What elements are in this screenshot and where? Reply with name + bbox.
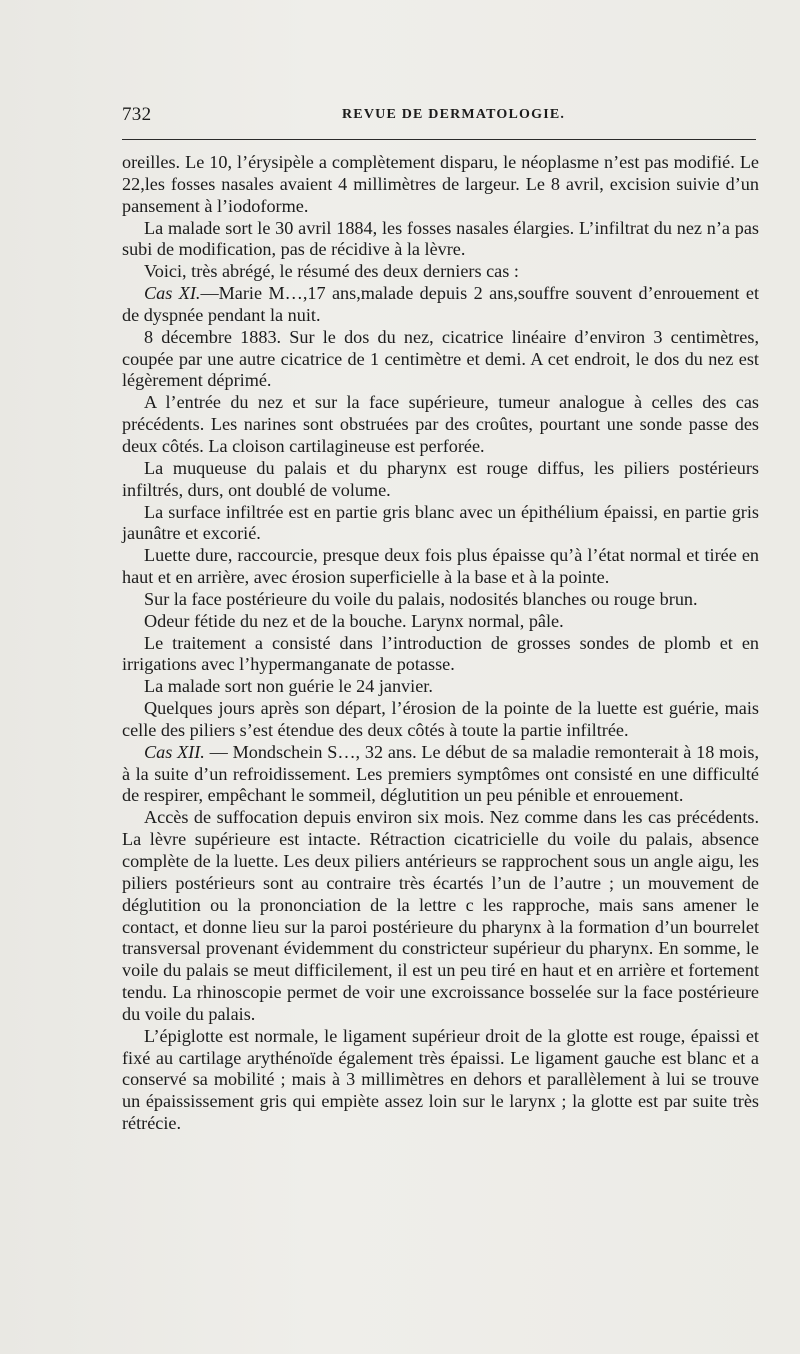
paragraph: Accès de suffocation depuis environ six mois. Nez comme dans les cas précédents. La lèvre supérieure est intacte. Rétraction cicatricielle du voile du palais, absence complète de la luette. Les deux piliers antérieurs se rapprochent sous un angle aigu, les piliers postérieurs sont au contraire très écartés l’un de l’autre ; un mouvement de déglutition ou la prononciation de la lettre c les rapproche, mais sans amener le contact, et donne lieu sur la paroi postérieure du pharynx à la formation d’un bourrelet transversal provenant évidemment du constricteur supérieur du pharynx. En somme, le voile du palais se meut difficilement, il est un peu tiré en haut et en arrière et fortement tendu. La rhinoscopie permet de voir une excroissance bosselée sur la face postérieure du voile du palais. xyxy=(122,807,759,1024)
paragraph-case-xi xyxy=(122,283,759,327)
paragraph: oreilles. Le 10, l’érysipèle a complètement disparu, le néoplasme n’est pas modifié. Le 22,les fosses nasales avaient 4 millimètres de largeur. Le 8 avril, excision suivie d’un pansement à l’iodoforme. xyxy=(122,152,759,216)
paragraph: A l’entrée du nez et sur la face supérieure, tumeur analogue à celles des cas précédents. Les narines sont obstruées par des croûtes, pourtant une sonde passe des deux côtés. La cloison cartilagineuse est perforée. xyxy=(122,392,759,456)
page-number: 732 xyxy=(122,104,152,125)
paragraph: La malade sort non guérie le 24 janvier. xyxy=(144,676,433,697)
paragraph: Quelques jours après son départ, l’érosion de la pointe de la luette est guérie, mais celle des piliers s’est étendue des deux côtés à toute la partie infiltrée. xyxy=(122,698,759,740)
paragraph: L’épiglotte est normale, le ligament supérieur droit de la glotte est rouge, épaissi et fixé au cartilage arythénoïde également très épaissi. Le ligament gauche est blanc et a conservé sa mobilité ; mais à 3 millimètres en dehors et parallèlement à lui se trouve un épaississement gris qui empiète assez loin sur le larynx ; la glotte est par suite très rétrécie. xyxy=(122,1025,759,1134)
paragraph-text: —Marie M…,17 ans,malade depuis 2 ans,souffre souvent d’enrouement et de dyspnée pendant la nuit. xyxy=(122,283,760,325)
paragraph: La surface infiltrée est en partie gris blanc avec un épithélium épaissi, en partie gris jaunâtre et excorié. xyxy=(122,501,759,544)
paragraph: Odeur fétide du nez et de la bouche. Larynx normal, pâle. xyxy=(144,610,564,631)
paragraph: La muqueuse du palais et du pharynx est rouge diffus, les piliers postérieurs infiltrés, durs, ont doublé de volume. xyxy=(122,457,759,500)
paragraph-text: — Mondschein S…, 32 ans. Le début de sa maladie remonterait à 18 mois, à la suite d’un refroidissement. Les premiers symptômes ont consisté en une difficulté de respirer, empêchant le sommeil, déglutition un peu pénible et enrouement. xyxy=(122,741,759,806)
paragraph: 8 décembre 1883. Sur le dos du nez, cicatrice linéaire d’environ 3 centimètres, coupée par une autre cicatrice de 1 centimètre et demi. A cet endroit, le dos du nez est légèrement déprimé. xyxy=(122,326,759,391)
running-title: REVUE DE DERMATOLOGIE. xyxy=(342,107,566,122)
paragraph: Sur la face postérieure du voile du palais, nodosités blanches ou rouge brun. xyxy=(144,588,698,609)
case-label: Cas XI. xyxy=(144,283,201,304)
paragraph: Luette dure, raccourcie, presque deux fois plus épaisse qu’à l’état normal et tirée en haut et en arrière, avec érosion superficielle à la base et à la pointe. xyxy=(122,545,759,588)
paragraph: Voici, très abrégé, le résumé des deux derniers cas : xyxy=(144,261,519,282)
body-text xyxy=(122,152,759,1135)
paragraph: La malade sort le 30 avril 1884, les fosses nasales élargies. L’infiltrat du nez n’a pas subi de modification, pas de récidive à la lèvre. xyxy=(122,217,759,260)
case-label: Cas XII. xyxy=(144,741,205,762)
paragraph: Le traitement a consisté dans l’introduction de grosses sondes de plomb et en irrigations avec l’hypermanganate de potasse. xyxy=(122,632,759,675)
paragraph-case-xii xyxy=(122,742,759,808)
header-divider xyxy=(122,139,756,140)
page-header xyxy=(122,104,762,128)
